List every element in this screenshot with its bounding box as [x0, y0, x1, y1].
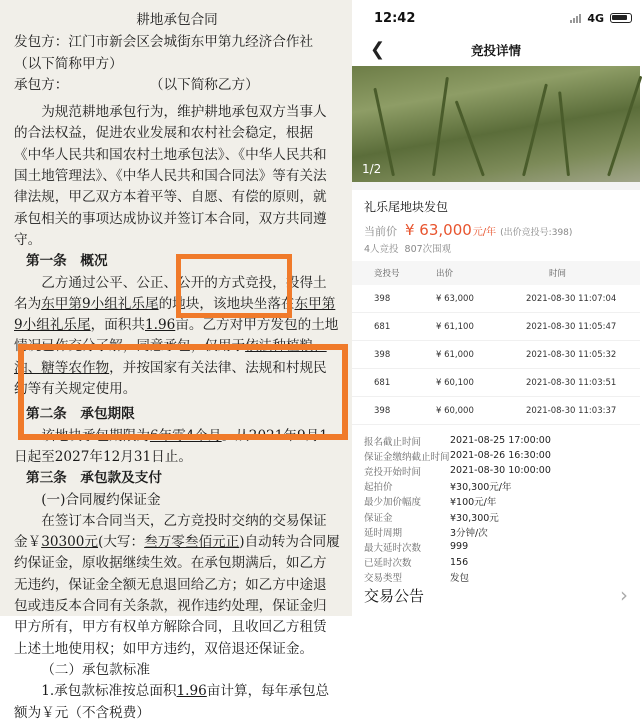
article-2-title: 第二条 承包期限 [26, 406, 135, 423]
status-time: 12:42 [374, 10, 416, 26]
nav-bar [352, 36, 640, 64]
party-a: 发包方：江门市新会区会城街东甲第九经济合作社（以下简称甲方） [14, 34, 314, 72]
table-row: 681 ¥ 61,100 2021-08-30 11:05:47 [352, 313, 640, 341]
table-row: 398 ¥ 61,000 2021-08-30 11:05:32 [352, 341, 640, 369]
battery-icon [610, 13, 632, 23]
article-3-text: 在签订本合同当天，乙方竞投时交纳的交易保证金￥30300元(大写：叁万零叁佰元正)自动转为合同履约保证金，原收据继续生效。在承包期满后，如乙方无违约，保证金全额无息退回给乙方；如乙方中途退包或违反本合同有关条款，视作违约处理，保证金归甲方所有，甲方有权单方解除合同，且收回乙方租赁上述土地使用权；如甲方违约，双倍退还保证金。 [14, 512, 340, 657]
land-photo[interactable] [352, 66, 640, 182]
article-3-text-2: 1.承包款标准按总面积1.96亩计算，每年承包总额为￥元（不含税费） [14, 683, 330, 721]
info-row: 起拍价 ¥30,300元/年 [364, 482, 512, 494]
info-row: 最大延时次数 999 [364, 541, 469, 554]
current-price: 当前价 ¥ 63,000 元/年 (出价竞投号:398) [364, 221, 573, 239]
bid-table [352, 261, 640, 425]
article-3-title: 第三条 承包款及支付 [26, 470, 162, 487]
announcement-link[interactable] [352, 574, 640, 616]
page-title: 竞投详情 [470, 43, 521, 58]
table-row: 398 ¥ 60,000 2021-08-30 11:03:37 [352, 397, 640, 425]
table-row: 681 ¥ 60,100 2021-08-30 11:03:51 [352, 369, 640, 397]
network-label: 4G [587, 11, 604, 25]
info-row: 保证金缴纳截止时间 2021-08-26 16:30:00 [364, 450, 551, 463]
bid-table-header: 竞投号 出价 时间 [352, 261, 640, 285]
article-3-sub2: （二）承包款标准 [41, 661, 150, 678]
status-bar [352, 0, 640, 36]
highlight-box-area [176, 254, 292, 318]
info-row: 保证金 ¥30,300元 [364, 512, 499, 524]
price-amount: ¥ 63,000 [405, 221, 472, 239]
info-row: 交易类型 发包 [364, 573, 470, 585]
table-row: 398 ¥ 63,000 2021-08-30 11:07:04 [352, 285, 640, 313]
chevron-right-icon: › [620, 583, 628, 607]
article-1-text: 乙方通过公平、公正、公开的方式竞投，投得土名为东甲第9小组礼乐尾的地块，该地块坐落在东甲第9小组礼乐尾，面积共1.96亩。乙方对甲方发包的土地情况已作充分了解，同意承包，仅用于依法种植粮、油、糖等农作物，并按国家有关法律、法规和村规民约等有关规定使用。 [14, 274, 339, 398]
preamble: 为规范耕地承包行为，维护耕地承包双方当事人的合法权益，促进农业发展和农村社会稳定，根据《中华人民共和国农村土地承包法》、《中华人民共和国土地管理法》、《中华人民共和国合同法》等有关法律法规，甲乙双方本着平等、自愿、有偿的原则，就承包相关的事项达成协议并签订本合同，双方共同遵守。 [14, 104, 327, 248]
article-3-sub1: (一)合同履约保证金 [41, 491, 161, 508]
chevron-left-icon[interactable]: ❮ [370, 39, 386, 60]
info-row: 延时周期 3分钟/次 [364, 527, 488, 539]
info-row: 最少加价幅度 ¥100元/年 [364, 497, 497, 509]
contract-title: 耕地承包合同 [136, 12, 218, 28]
info-row: 已延时次数 156 [364, 556, 469, 570]
auction-app-screen [352, 0, 640, 616]
info-row: 竞投开始时间 2021-08-30 10:00:00 [364, 465, 551, 478]
signal-icon [570, 13, 581, 23]
party-b: 承包方： （以下简称乙方） [14, 76, 259, 93]
auction-info [352, 425, 640, 585]
info-row: 报名截止时间 2021-08-25 17:00:00 [364, 435, 551, 448]
article-2-text: 该地块承包期限为6年零4个月。从2021年9月1日起至2027年12月31日止。 [14, 427, 328, 465]
lot-name: 礼乐尾地块发包 [364, 200, 449, 214]
auction-stats: 4人竞投 807次围观 [364, 244, 452, 255]
photo-counter: 1/2 [362, 162, 382, 176]
highlight-box-term [18, 344, 348, 440]
announcement-title: 交易公告 [364, 586, 425, 605]
article-1-title: 第一条 概况 [26, 253, 108, 270]
